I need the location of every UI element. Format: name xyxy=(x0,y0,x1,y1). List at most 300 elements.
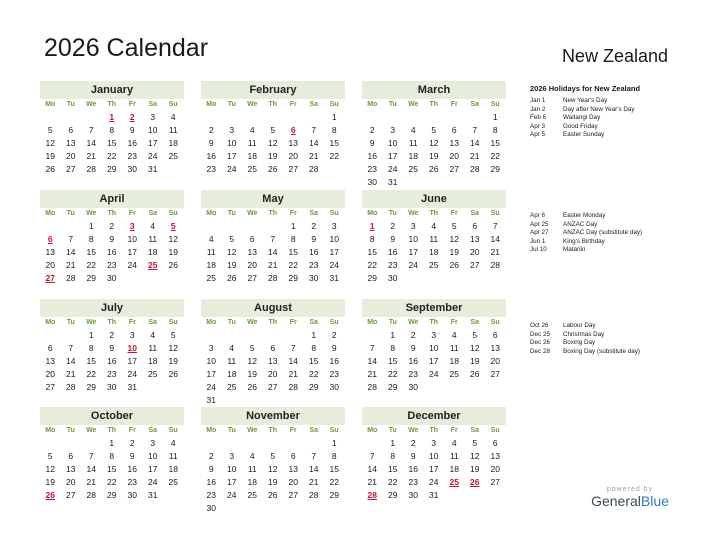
day-cell: 20 xyxy=(66,477,76,487)
day-cell: 6 xyxy=(451,125,457,135)
day-cell: 29 xyxy=(86,273,96,283)
day-cell: 9 xyxy=(410,451,416,461)
empty-day-cell xyxy=(81,111,102,124)
day-cell: 1 xyxy=(88,221,94,231)
empty-day-cell xyxy=(424,111,445,124)
day-cell: 30 xyxy=(127,490,137,500)
day-cell: 11 xyxy=(206,247,216,257)
weekday-label: Tu xyxy=(66,319,75,326)
empty-day-cell xyxy=(201,111,222,124)
day-cell: 13 xyxy=(288,138,298,148)
week-row xyxy=(201,368,345,381)
day-cell: 22 xyxy=(288,260,298,270)
day-cell: 23 xyxy=(309,260,319,270)
month-february xyxy=(201,81,345,176)
week-row xyxy=(40,476,184,489)
day-cell: 21 xyxy=(470,151,480,161)
week-row xyxy=(362,381,506,394)
weekday-label: Su xyxy=(490,427,500,434)
empty-day-cell xyxy=(242,220,263,233)
week-row xyxy=(362,437,506,450)
day-cell: 23 xyxy=(388,260,398,270)
weekday-label: Fr xyxy=(289,427,297,434)
weekday-label: We xyxy=(408,101,419,108)
empty-day-cell xyxy=(465,381,486,394)
holiday-row xyxy=(530,246,700,255)
day-cell: 22 xyxy=(329,477,339,487)
weekday-header-row xyxy=(40,208,184,220)
weekday-header-row xyxy=(362,425,506,437)
weekday-header-row xyxy=(362,317,506,329)
day-cell: 1 xyxy=(290,221,296,231)
day-cell: 15 xyxy=(86,356,96,366)
day-cell: 4 xyxy=(431,221,437,231)
day-cell: 26 xyxy=(227,273,237,283)
day-cell: 9 xyxy=(311,234,317,244)
day-cell: 23 xyxy=(206,164,216,174)
day-cell: 2 xyxy=(410,330,416,340)
weekday-label: We xyxy=(408,210,419,217)
day-cell: 30 xyxy=(309,273,319,283)
day-cell: 20 xyxy=(449,151,459,161)
day-cell: 28 xyxy=(66,273,76,283)
day-cell: 16 xyxy=(408,356,418,366)
day-cell: 13 xyxy=(288,464,298,474)
day-cell: 13 xyxy=(268,356,278,366)
empty-day-cell xyxy=(61,111,82,124)
day-cell: 18 xyxy=(148,247,158,257)
day-cell: 8 xyxy=(311,343,317,353)
holiday-panel-q2 xyxy=(530,212,700,255)
day-cell: 14 xyxy=(288,356,298,366)
empty-day-cell xyxy=(444,381,465,394)
day-cell: 8 xyxy=(331,125,337,135)
holiday-name: Boxing Day (substitute day) xyxy=(563,347,640,355)
day-cell: 5 xyxy=(451,221,457,231)
week-row xyxy=(201,489,345,502)
day-cell: 7 xyxy=(311,451,317,461)
holiday-name: Easter Sunday xyxy=(563,131,605,139)
empty-day-cell xyxy=(324,502,345,515)
day-cell: 1 xyxy=(331,112,337,122)
day-cell: 25 xyxy=(247,490,257,500)
day-cell: 9 xyxy=(129,451,135,461)
week-row xyxy=(201,463,345,476)
holiday-date: Apr 3 xyxy=(530,122,546,130)
day-cell: 27 xyxy=(268,382,278,392)
day-cell: 17 xyxy=(408,247,418,257)
empty-day-cell xyxy=(403,272,424,285)
empty-day-cell xyxy=(465,272,486,285)
day-cell: 19 xyxy=(168,356,178,366)
holiday-name: Christmas Day xyxy=(563,330,605,338)
day-cell: 2 xyxy=(208,125,214,135)
day-cell: 19 xyxy=(470,464,480,474)
day-cell: 21 xyxy=(86,151,96,161)
week-row xyxy=(40,381,184,394)
day-cell: 1 xyxy=(390,438,396,448)
empty-day-cell xyxy=(424,381,445,394)
day-cell: 27 xyxy=(449,164,459,174)
empty-day-cell xyxy=(485,176,506,189)
day-cell: 2 xyxy=(390,221,396,231)
weekday-label: Mo xyxy=(45,319,56,326)
day-cell: 8 xyxy=(390,343,396,353)
day-cell: 2 xyxy=(109,330,115,340)
weekday-label: Tu xyxy=(388,319,397,326)
day-cell: 12 xyxy=(168,343,178,353)
holiday-row xyxy=(530,322,700,331)
day-cell: 12 xyxy=(470,451,480,461)
empty-day-cell xyxy=(201,220,222,233)
day-cell: 21 xyxy=(268,260,278,270)
holiday-group-2 xyxy=(530,212,700,255)
day-cell: 20 xyxy=(45,369,55,379)
weekday-label: We xyxy=(86,210,97,217)
day-cell: 25 xyxy=(227,382,237,392)
holiday-panel xyxy=(530,84,700,140)
weekday-label: Mo xyxy=(206,210,217,217)
weekday-label: Fr xyxy=(128,319,136,326)
day-cell: 16 xyxy=(127,138,137,148)
day-cell: 12 xyxy=(45,464,55,474)
day-cell: 20 xyxy=(45,260,55,270)
day-cell: 19 xyxy=(247,369,257,379)
month-header: September xyxy=(362,299,506,317)
weekday-label: Th xyxy=(429,319,439,326)
weekday-label: Th xyxy=(107,210,117,217)
day-cell: 27 xyxy=(490,369,500,379)
day-cell: 12 xyxy=(268,138,278,148)
day-cell: 17 xyxy=(329,247,339,257)
day-cell: 21 xyxy=(490,247,500,257)
weekday-label: Mo xyxy=(45,101,56,108)
holiday-name: ANZAC Day (substitute day) xyxy=(563,229,643,237)
day-cell: 13 xyxy=(247,247,257,257)
weekday-label: Fr xyxy=(450,210,458,217)
weekday-label: Mo xyxy=(206,319,217,326)
day-cell: 15 xyxy=(107,464,117,474)
brand-logo xyxy=(588,486,672,509)
day-cell: 18 xyxy=(148,356,158,366)
week-row xyxy=(362,450,506,463)
weekday-label: Sa xyxy=(148,101,158,108)
day-cell: 6 xyxy=(492,330,498,340)
holiday-name: ANZAC Day xyxy=(563,220,598,228)
day-cell: 17 xyxy=(429,464,439,474)
holiday-row xyxy=(530,238,700,247)
holiday-row xyxy=(530,229,700,238)
weekday-header-row xyxy=(40,317,184,329)
empty-day-cell xyxy=(40,220,61,233)
weekday-label: We xyxy=(86,101,97,108)
day-cell: 17 xyxy=(388,151,398,161)
empty-day-cell xyxy=(362,437,383,450)
day-cell: 20 xyxy=(288,151,298,161)
day-cell: 10 xyxy=(148,125,158,135)
empty-day-cell xyxy=(403,111,424,124)
day-cell: 28 xyxy=(309,490,319,500)
month-october xyxy=(40,407,184,502)
day-cell: 10 xyxy=(148,451,158,461)
day-cell: 24 xyxy=(227,490,237,500)
holiday-row xyxy=(530,339,700,348)
day-cell: 12 xyxy=(227,247,237,257)
day-cell: 16 xyxy=(107,247,117,257)
day-cell: 29 xyxy=(329,490,339,500)
week-row xyxy=(362,137,506,150)
empty-day-cell xyxy=(222,220,243,233)
day-cell: 3 xyxy=(229,451,235,461)
holiday-day-cell: 28 xyxy=(367,490,377,500)
day-cell: 10 xyxy=(408,234,418,244)
day-cell: 7 xyxy=(88,125,94,135)
day-cell: 19 xyxy=(268,151,278,161)
holiday-name: Matariki xyxy=(563,246,586,254)
day-cell: 26 xyxy=(247,382,257,392)
weekday-label: Mo xyxy=(45,210,56,217)
holiday-day-cell: 27 xyxy=(45,273,55,283)
month-header: October xyxy=(40,407,184,425)
day-cell: 29 xyxy=(107,490,117,500)
empty-day-cell xyxy=(465,489,486,502)
day-cell: 20 xyxy=(247,260,257,270)
day-cell: 10 xyxy=(127,234,137,244)
week-row xyxy=(362,163,506,176)
weekday-label: Fr xyxy=(128,427,136,434)
day-cell: 9 xyxy=(369,138,375,148)
day-cell: 7 xyxy=(68,234,74,244)
week-row xyxy=(201,437,345,450)
powered-by-text: powered by xyxy=(606,486,654,493)
day-cell: 14 xyxy=(470,138,480,148)
week-row xyxy=(40,355,184,368)
holiday-day-cell: 1 xyxy=(369,221,375,231)
empty-day-cell xyxy=(324,163,345,176)
holiday-date: Dec 26 xyxy=(530,339,550,347)
day-cell: 21 xyxy=(66,260,76,270)
weekday-label: Su xyxy=(329,101,339,108)
day-cell: 6 xyxy=(290,451,296,461)
day-cell: 11 xyxy=(148,343,158,353)
empty-day-cell xyxy=(283,394,304,407)
week-row xyxy=(362,150,506,163)
day-cell: 13 xyxy=(45,247,55,257)
week-row xyxy=(201,246,345,259)
weekday-label: We xyxy=(86,319,97,326)
day-cell: 17 xyxy=(227,477,237,487)
empty-day-cell xyxy=(143,381,164,394)
day-cell: 3 xyxy=(431,438,437,448)
day-cell: 5 xyxy=(170,330,176,340)
week-row xyxy=(362,368,506,381)
day-cell: 28 xyxy=(268,273,278,283)
week-row xyxy=(201,150,345,163)
day-cell: 26 xyxy=(429,164,439,174)
day-cell: 5 xyxy=(270,451,276,461)
day-cell: 31 xyxy=(329,273,339,283)
week-row xyxy=(201,342,345,355)
day-cell: 22 xyxy=(388,369,398,379)
empty-day-cell xyxy=(263,437,284,450)
day-cell: 22 xyxy=(107,151,117,161)
weekday-label: Sa xyxy=(309,319,319,326)
day-cell: 27 xyxy=(45,382,55,392)
day-cell: 30 xyxy=(388,273,398,283)
day-cell: 16 xyxy=(367,151,377,161)
day-cell: 1 xyxy=(88,330,94,340)
weekday-label: Tu xyxy=(388,210,397,217)
empty-day-cell xyxy=(163,163,184,176)
day-cell: 4 xyxy=(410,125,416,135)
day-cell: 30 xyxy=(408,382,418,392)
day-cell: 3 xyxy=(129,330,135,340)
day-cell: 26 xyxy=(45,164,55,174)
day-cell: 6 xyxy=(68,451,74,461)
month-september xyxy=(362,299,506,394)
day-cell: 1 xyxy=(331,438,337,448)
day-cell: 4 xyxy=(170,438,176,448)
day-cell: 17 xyxy=(148,464,158,474)
week-row xyxy=(362,233,506,246)
day-cell: 24 xyxy=(127,260,137,270)
day-cell: 23 xyxy=(408,369,418,379)
day-cell: 9 xyxy=(208,138,214,148)
weekday-label: Th xyxy=(268,101,278,108)
weekday-label: Sa xyxy=(148,210,158,217)
weekday-header-row xyxy=(201,317,345,329)
day-cell: 12 xyxy=(449,234,459,244)
week-row xyxy=(362,259,506,272)
week-row xyxy=(201,137,345,150)
weekday-label: Th xyxy=(107,319,117,326)
day-cell: 26 xyxy=(168,260,178,270)
month-header: January xyxy=(40,81,184,99)
weekday-label: Th xyxy=(268,427,278,434)
weekday-label: Fr xyxy=(450,319,458,326)
week-row xyxy=(40,137,184,150)
month-header: December xyxy=(362,407,506,425)
day-cell: 25 xyxy=(429,260,439,270)
day-cell: 30 xyxy=(367,177,377,187)
day-cell: 11 xyxy=(247,138,257,148)
weekday-header-row xyxy=(362,208,506,220)
day-cell: 2 xyxy=(129,438,135,448)
holiday-date: Dec 28 xyxy=(530,347,550,355)
day-cell: 2 xyxy=(208,451,214,461)
day-cell: 3 xyxy=(150,438,156,448)
weekday-label: We xyxy=(408,319,419,326)
day-cell: 30 xyxy=(329,382,339,392)
day-cell: 11 xyxy=(408,138,418,148)
day-cell: 14 xyxy=(86,138,96,148)
empty-day-cell xyxy=(304,394,325,407)
day-cell: 19 xyxy=(449,247,459,257)
day-cell: 12 xyxy=(45,138,55,148)
day-cell: 21 xyxy=(288,369,298,379)
weekday-label: Fr xyxy=(289,319,297,326)
weekday-label: Mo xyxy=(367,427,378,434)
empty-day-cell xyxy=(40,329,61,342)
day-cell: 5 xyxy=(472,330,478,340)
day-cell: 20 xyxy=(490,356,500,366)
day-cell: 27 xyxy=(247,273,257,283)
day-cell: 16 xyxy=(388,247,398,257)
week-row xyxy=(40,124,184,137)
day-cell: 8 xyxy=(88,343,94,353)
day-cell: 11 xyxy=(449,451,459,461)
day-cell: 20 xyxy=(490,464,500,474)
week-row xyxy=(40,220,184,233)
weekday-label: Sa xyxy=(148,427,158,434)
weekday-label: Tu xyxy=(66,101,75,108)
day-cell: 18 xyxy=(247,477,257,487)
day-cell: 24 xyxy=(329,260,339,270)
day-cell: 22 xyxy=(107,477,117,487)
weekday-label: Tu xyxy=(227,427,236,434)
day-cell: 7 xyxy=(270,234,276,244)
empty-day-cell xyxy=(304,111,325,124)
day-cell: 1 xyxy=(390,330,396,340)
day-cell: 25 xyxy=(148,369,158,379)
day-cell: 16 xyxy=(127,464,137,474)
day-cell: 17 xyxy=(127,247,137,257)
day-cell: 14 xyxy=(367,464,377,474)
month-header: July xyxy=(40,299,184,317)
weekday-label: Su xyxy=(329,319,339,326)
empty-day-cell xyxy=(222,394,243,407)
weekday-label: Th xyxy=(268,210,278,217)
day-cell: 4 xyxy=(451,438,457,448)
holiday-name: Good Friday xyxy=(563,122,598,130)
day-cell: 16 xyxy=(107,356,117,366)
day-cell: 3 xyxy=(431,330,437,340)
day-cell: 29 xyxy=(388,382,398,392)
day-cell: 13 xyxy=(66,464,76,474)
weekday-label: Sa xyxy=(470,101,480,108)
day-cell: 28 xyxy=(86,490,96,500)
empty-day-cell xyxy=(362,329,383,342)
day-cell: 18 xyxy=(408,151,418,161)
weekday-label: Fr xyxy=(128,210,136,217)
day-cell: 25 xyxy=(449,369,459,379)
weekday-label: Th xyxy=(268,319,278,326)
holiday-date: Jul 10 xyxy=(530,246,547,254)
week-row xyxy=(201,329,345,342)
day-cell: 7 xyxy=(68,343,74,353)
day-cell: 16 xyxy=(329,356,339,366)
holiday-row xyxy=(530,348,700,357)
day-cell: 12 xyxy=(247,356,257,366)
holiday-day-cell: 25 xyxy=(449,477,459,487)
weekday-label: Tu xyxy=(388,427,397,434)
empty-day-cell xyxy=(222,437,243,450)
day-cell: 9 xyxy=(410,343,416,353)
weekday-label: Sa xyxy=(309,210,319,217)
day-cell: 10 xyxy=(227,138,237,148)
day-cell: 6 xyxy=(492,438,498,448)
day-cell: 21 xyxy=(367,477,377,487)
empty-day-cell xyxy=(485,272,506,285)
week-row xyxy=(40,368,184,381)
week-row xyxy=(40,163,184,176)
month-july xyxy=(40,299,184,394)
empty-day-cell xyxy=(222,502,243,515)
weekday-label: Mo xyxy=(206,101,217,108)
day-cell: 13 xyxy=(45,356,55,366)
day-cell: 16 xyxy=(408,464,418,474)
weekday-label: Fr xyxy=(450,427,458,434)
